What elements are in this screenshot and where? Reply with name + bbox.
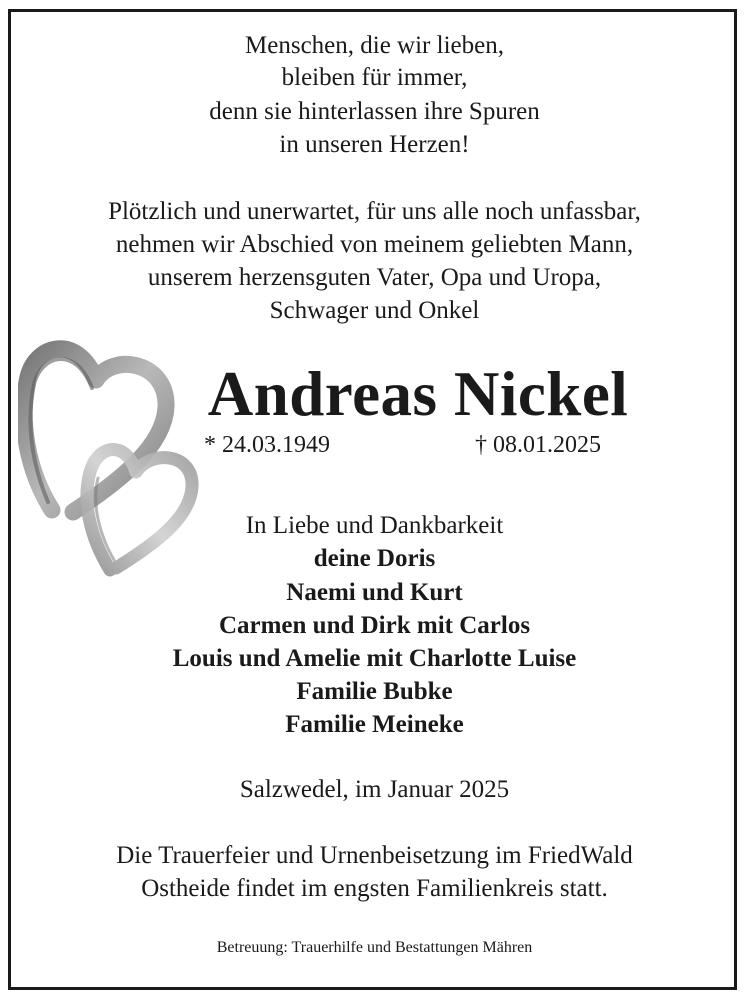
mourner-name: Familie Bubke <box>296 678 453 705</box>
ceremony-line: Die Trauerfeier und Urnenbeisetzung im FriedWald <box>116 842 633 869</box>
undertaker-credit: Betreuung: Trauerhilfe und Bestattungen Mähren <box>216 939 533 956</box>
mourner-name: Naemi und Kurt <box>286 579 463 606</box>
intro-line: Plötzlich und unerwartet, für uns alle noch unfassbar, <box>108 198 641 225</box>
mourners-intro: In Liebe und Dankbarkeit <box>245 512 504 539</box>
poem-line: bleiben für immer, <box>281 64 468 91</box>
poem-line: Menschen, die wir lieben, <box>245 32 504 59</box>
poem-line: in unseren Herzen! <box>279 131 470 158</box>
deceased-name: Andreas Nickel <box>207 359 629 429</box>
mourner-name: Carmen und Dirk mit Carlos <box>218 612 531 639</box>
place-date: Salzwedel, im Januar 2025 <box>239 776 510 803</box>
mourner-name: Familie Meineke <box>285 711 464 738</box>
death-date: † 08.01.2025 <box>475 432 601 458</box>
mourner-name: deine Doris <box>313 545 436 572</box>
intro-line: Schwager und Onkel <box>269 297 480 324</box>
intro-line: unserem herzensguten Vater, Opa und Uropa, <box>147 264 602 291</box>
poem-line: denn sie hinterlassen ihre Spuren <box>209 98 540 125</box>
birth-date: * 24.03.1949 <box>204 432 330 458</box>
intro-line: nehmen wir Abschied von meinem geliebten Mann, <box>115 231 634 258</box>
mourner-name: Louis und Amelie mit Charlotte Luise <box>172 645 577 672</box>
ceremony-line: Ostheide findet im engsten Familienkreis statt. <box>141 875 608 902</box>
